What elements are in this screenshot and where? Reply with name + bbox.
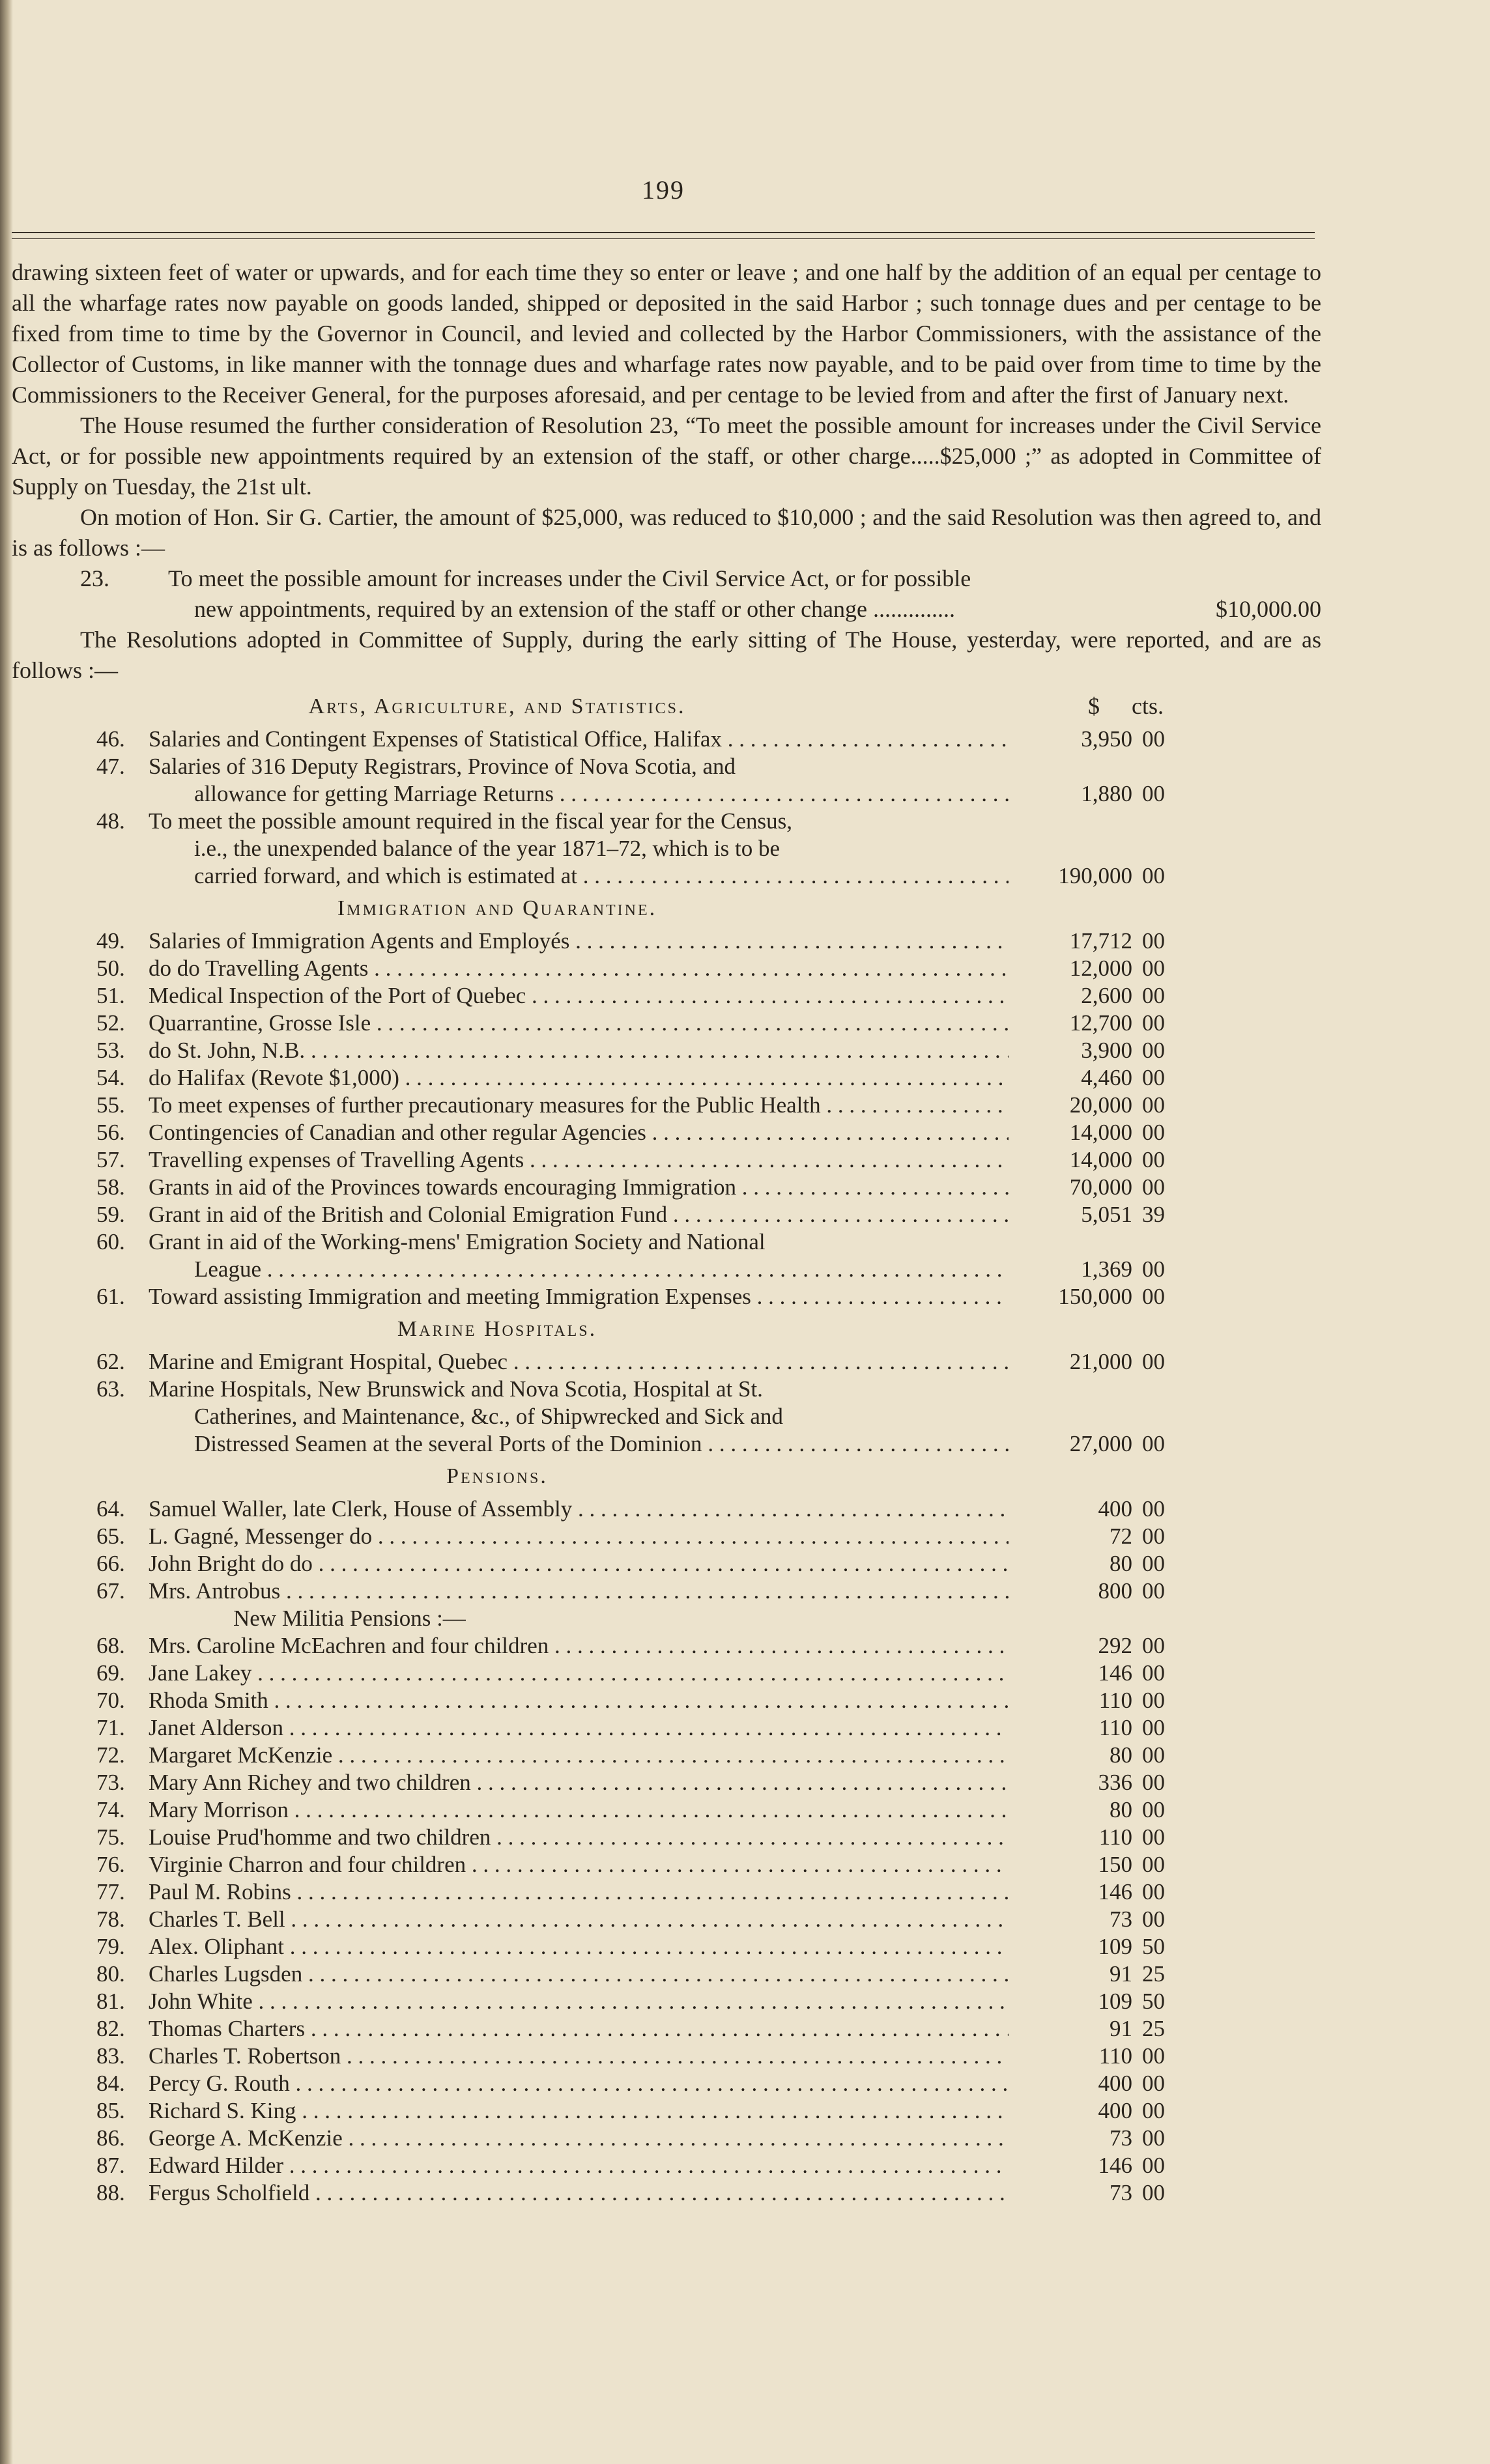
list-item <box>12 1521 1321 1548</box>
resolution-line-2 <box>168 594 1321 625</box>
item-cents: 25 <box>1142 1961 1165 1987</box>
item-dollars: 27,000 <box>1069 1431 1132 1456</box>
item-dollars: 110 <box>1098 1824 1132 1850</box>
list-item <box>12 1794 1321 1822</box>
section-header-row <box>12 1461 1321 1494</box>
item-cents: 00 <box>1142 956 1165 981</box>
item-dollars: 110 <box>1098 1715 1132 1740</box>
item-cents: 25 <box>1142 2016 1165 2041</box>
section-immigration <box>12 893 1321 1309</box>
item-dollars: 91 <box>1110 2016 1132 2041</box>
item-cents: 00 <box>1142 1715 1165 1740</box>
pension-items <box>12 1494 1321 1603</box>
item-cents: 00 <box>1142 1660 1165 1686</box>
section-title-immigration: Immigration and Quarantine. <box>337 896 657 920</box>
list-item <box>12 1959 1321 1986</box>
item-description-continued: allowance for getting Marriage Returns . . . <box>194 778 1009 809</box>
item-cents: 00 <box>1142 1120 1165 1145</box>
item-dollars: 80 <box>1110 1797 1132 1822</box>
item-number: 88. <box>96 2180 125 2205</box>
item-description: Samuel Waller, late Clerk, House of Assembly . . . <box>149 1494 1009 1524</box>
paragraph-motion: On motion of Hon. Sir G. Cartier, the amount of $25,000, was reduced to $10,000 ; and the said Resolution was then agreed to, and is as follows :— <box>12 504 1321 561</box>
item-description: Mrs. Antrobus . . . <box>149 1576 1009 1606</box>
page-binding-edge <box>0 0 13 2464</box>
item-dollars: 80 <box>1110 1551 1132 1576</box>
item-description: Marine and Emigrant Hospital, Quebec . . . <box>149 1346 1009 1377</box>
item-number: 85. <box>96 2098 125 2123</box>
item-description: Fergus Scholfield . . . <box>149 2177 1009 2208</box>
item-description: Thomas Charters . . . <box>149 2013 1009 2044</box>
item-description: Mrs. Caroline McEachren and four children . . . <box>149 1630 1009 1661</box>
list-item <box>12 806 1321 888</box>
item-cents: 00 <box>1142 863 1165 888</box>
list-item <box>12 2150 1321 2177</box>
item-dollars: 109 <box>1098 1934 1132 1959</box>
list-item <box>12 1849 1321 1876</box>
item-number: 66. <box>96 1551 125 1576</box>
item-dollars: 110 <box>1098 2043 1132 2069</box>
item-number: 76. <box>96 1852 125 1877</box>
item-description: Richard S. King . . . <box>149 2095 1009 2126</box>
item-dollars: 1,880 <box>1081 781 1132 806</box>
item-number: 75. <box>96 1824 125 1850</box>
item-number: 69. <box>96 1660 125 1686</box>
item-description-continued: carried forward, and which is estimated at . . . <box>194 860 1009 891</box>
item-cents: 00 <box>1142 1256 1165 1282</box>
item-description: To meet expenses of further precautionary measures for the Public Health . . . <box>149 1090 1009 1120</box>
item-cents: 00 <box>1142 928 1165 954</box>
item-dollars: 800 <box>1098 1578 1132 1604</box>
section-marine <box>12 1314 1321 1456</box>
list-item <box>12 2013 1321 2041</box>
item-dollars: 3,950 <box>1081 726 1132 752</box>
item-dollars: 150,000 <box>1058 1284 1132 1309</box>
item-number: 59. <box>96 1202 125 1227</box>
list-item <box>12 926 1321 953</box>
list-item <box>12 1090 1321 1117</box>
section-title-marine: Marine Hospitals. <box>397 1317 597 1341</box>
item-description: L. Gagné, Messenger do . . . <box>149 1521 1009 1551</box>
item-cents: 00 <box>1142 2043 1165 2069</box>
list-item <box>12 1035 1321 1062</box>
item-number: 47. <box>96 754 125 779</box>
resolution-line-2-text: new appointments, required by an extension of the staff or other change .............. <box>194 596 956 622</box>
item-cents: 00 <box>1142 1578 1165 1604</box>
item-cents: 00 <box>1142 1906 1165 1932</box>
item-dollars: 110 <box>1098 1688 1132 1713</box>
dollar-header: $ <box>1088 693 1100 719</box>
item-dollars: 21,000 <box>1069 1349 1132 1374</box>
list-item <box>12 1876 1321 1904</box>
item-number: 87. <box>96 2153 125 2178</box>
item-description: Percy G. Routh . . . <box>149 2068 1009 2099</box>
item-dollars: 12,700 <box>1069 1010 1132 1036</box>
item-cents: 00 <box>1142 1633 1165 1658</box>
item-cents: 00 <box>1142 1174 1165 1200</box>
list-item <box>12 2177 1321 2205</box>
item-dollars: 150 <box>1098 1852 1132 1877</box>
list-item <box>12 1374 1321 1456</box>
list-item <box>12 751 1321 806</box>
item-description: Grants in aid of the Provinces towards encouraging Immigration . . . <box>149 1172 1009 1202</box>
item-description: John Bright do do . . . <box>149 1548 1009 1579</box>
resolution-number: 23. <box>80 565 109 591</box>
item-dollars: 1,369 <box>1081 1256 1132 1282</box>
item-number: 82. <box>96 2016 125 2041</box>
list-item <box>12 1226 1321 1281</box>
list-item <box>12 2041 1321 2068</box>
list-item <box>12 1199 1321 1226</box>
item-number: 79. <box>96 1934 125 1959</box>
paragraph-continuation: drawing sixteen feet of water or upwards, and for each time they so enter or leave ; and one half by the addition of an equal per centage to all the wharfage rates now payable on goods landed, shipped or deposited in the said Harbor ; such tonnage dues and per centage to be fixed from time to time by the Governor in Council, and levied and collected by the Harbor Commissioners, with the assistance of the Collector of Customs, in like manner with the tonnage dues and wharfage rates now payable, and to be paid over from time to time by the Commissioners to the Receiver General, for the purposes aforesaid, and per centage to be levied from and after the first of January next. <box>12 259 1321 408</box>
resolution-amount: $10,000.00 <box>1216 596 1321 622</box>
item-number: 78. <box>96 1906 125 1932</box>
item-cents: 00 <box>1142 983 1165 1008</box>
item-cents: 00 <box>1142 2125 1165 2151</box>
item-dollars: 109 <box>1098 1989 1132 2014</box>
item-dollars: 3,900 <box>1081 1038 1132 1063</box>
item-cents: 00 <box>1142 1284 1165 1309</box>
item-number: 62. <box>96 1349 125 1374</box>
item-number: 83. <box>96 2043 125 2069</box>
item-description: Charles T. Robertson . . . <box>149 2041 1009 2071</box>
item-description: George A. McKenzie . . . <box>149 2123 1009 2153</box>
item-dollars: 2,600 <box>1081 983 1132 1008</box>
list-item <box>12 953 1321 980</box>
item-number: 55. <box>96 1092 125 1118</box>
list-item <box>12 2123 1321 2150</box>
item-description: Grant in aid of the British and Colonial Emigration Fund . . . <box>149 1199 1009 1230</box>
item-description: Salaries of 316 Deputy Registrars, Province of Nova Scotia, and <box>149 754 736 779</box>
item-description: Salaries of Immigration Agents and Employés . . . <box>149 926 1009 956</box>
item-number: 56. <box>96 1120 125 1145</box>
item-description: Contingencies of Canadian and other regular Agencies . . . <box>149 1117 1009 1148</box>
item-number: 81. <box>96 1989 125 2014</box>
item-cents: 50 <box>1142 1989 1165 2014</box>
list-item <box>12 1008 1321 1035</box>
item-cents: 00 <box>1142 1879 1165 1905</box>
item-description: Travelling expenses of Travelling Agents . . . <box>149 1144 1009 1175</box>
item-number: 53. <box>96 1038 125 1063</box>
item-cents: 00 <box>1142 1770 1165 1795</box>
list-item <box>12 1904 1321 1931</box>
item-dollars: 91 <box>1110 1961 1132 1987</box>
item-number: 49. <box>96 928 125 954</box>
item-dollars: 12,000 <box>1069 956 1132 981</box>
item-description-continued: i.e., the unexpended balance of the year 1871–72, which is to be <box>194 836 781 861</box>
item-description: do Halifax (Revote $1,000) . . . <box>149 1062 1009 1093</box>
item-number: 63. <box>96 1376 125 1402</box>
item-description: Charles T. Bell . . . <box>149 1904 1009 1934</box>
section-title-pensions: Pensions. <box>446 1464 548 1488</box>
item-cents: 00 <box>1142 1496 1165 1522</box>
item-dollars: 146 <box>1098 1660 1132 1686</box>
item-dollars: 5,051 <box>1081 1202 1132 1227</box>
item-number: 48. <box>96 808 125 834</box>
section-arts <box>12 691 1321 888</box>
item-dollars: 20,000 <box>1069 1092 1132 1118</box>
item-number: 51. <box>96 983 125 1008</box>
item-description: do St. John, N.B. . . . <box>149 1035 1009 1066</box>
item-dollars: 146 <box>1098 1879 1132 1905</box>
list-item <box>12 1767 1321 1794</box>
section-header-row <box>12 1314 1321 1346</box>
currency-header <box>1048 691 1178 722</box>
list-item <box>12 1986 1321 2013</box>
item-cents: 00 <box>1142 1742 1165 1768</box>
item-cents: 00 <box>1142 2071 1165 2096</box>
item-description: Salaries and Contingent Expenses of Statistical Office, Halifax . . . <box>149 724 1009 754</box>
item-number: 57. <box>96 1147 125 1172</box>
item-description: Virginie Charron and four children . . . <box>149 1849 1009 1880</box>
item-description: Edward Hilder . . . <box>149 2150 1009 2181</box>
item-cents: 00 <box>1142 1010 1165 1036</box>
section-pensions <box>12 1461 1321 2205</box>
item-number: 60. <box>96 1229 125 1254</box>
item-cents: 00 <box>1142 1147 1165 1172</box>
item-number: 50. <box>96 956 125 981</box>
page-number: 199 <box>642 175 685 205</box>
item-description: Mary Ann Richey and two children . . . <box>149 1767 1009 1798</box>
immigration-items <box>12 926 1321 1309</box>
list-item <box>12 1630 1321 1658</box>
paragraph-resolution-23: The House resumed the further consideration of Resolution 23, “To meet the possible amount for increases under the Civil Service Act, or for possible new appointments required by an extension of the staff, or other charge.....$25,000 ;” as adopted in Committee of Supply on Tuesday, the 21st ult. <box>12 412 1321 500</box>
item-number: 84. <box>96 2071 125 2096</box>
item-dollars: 400 <box>1098 2071 1132 2096</box>
resolution-line-1: To meet the possible amount for increases under the Civil Service Act, or for possible <box>168 565 971 591</box>
section-title-arts: Arts, Agriculture, and Statistics. <box>308 694 686 718</box>
list-item <box>12 1117 1321 1144</box>
item-number: 71. <box>96 1715 125 1740</box>
list-item <box>12 1144 1321 1172</box>
item-number: 70. <box>96 1688 125 1713</box>
item-number: 64. <box>96 1496 125 1522</box>
body-text <box>12 257 1321 2205</box>
item-dollars: 4,460 <box>1081 1065 1132 1090</box>
list-item <box>12 724 1321 751</box>
list-item <box>12 1346 1321 1374</box>
item-number: 80. <box>96 1961 125 1987</box>
list-item <box>12 1281 1321 1309</box>
item-description-continued: League . . . <box>194 1254 1009 1284</box>
item-cents: 00 <box>1142 1038 1165 1063</box>
header-rule <box>12 232 1315 239</box>
item-number: 61. <box>96 1284 125 1309</box>
item-dollars: 400 <box>1098 2098 1132 2123</box>
list-item <box>12 1822 1321 1849</box>
item-number: 74. <box>96 1797 125 1822</box>
item-cents: 00 <box>1142 781 1165 806</box>
item-cents: 00 <box>1142 1797 1165 1822</box>
item-dollars: 400 <box>1098 1496 1132 1522</box>
resolution-23 <box>12 563 1321 625</box>
section-header-row <box>12 691 1321 724</box>
item-dollars: 73 <box>1110 1906 1132 1932</box>
item-number: 72. <box>96 1742 125 1768</box>
item-cents: 00 <box>1142 1551 1165 1576</box>
item-number: 86. <box>96 2125 125 2151</box>
item-dollars: 336 <box>1098 1770 1132 1795</box>
item-description: Quarrantine, Grosse Isle . . . <box>149 1008 1009 1038</box>
list-item <box>12 1062 1321 1090</box>
item-number: 67. <box>96 1578 125 1604</box>
item-dollars: 70,000 <box>1069 1174 1132 1200</box>
item-cents: 00 <box>1142 1349 1165 1374</box>
item-dollars: 14,000 <box>1069 1147 1132 1172</box>
item-description: do do Travelling Agents . . . <box>149 953 1009 984</box>
item-dollars: 14,000 <box>1069 1120 1132 1145</box>
item-number: 65. <box>96 1523 125 1549</box>
section-header-row <box>12 893 1321 926</box>
item-description: Mary Morrison . . . <box>149 1794 1009 1825</box>
list-item <box>12 1712 1321 1740</box>
list-item <box>12 1740 1321 1767</box>
list-item <box>12 1172 1321 1199</box>
item-description: Louise Prud'homme and two children . . . <box>149 1822 1009 1852</box>
item-number: 54. <box>96 1065 125 1090</box>
subheading-militia-pensions: New Militia Pensions :— <box>233 1606 466 1631</box>
item-dollars: 73 <box>1110 2125 1132 2151</box>
item-cents: 00 <box>1142 2098 1165 2123</box>
item-description: John White . . . <box>149 1986 1009 2017</box>
item-dollars: 72 <box>1110 1523 1132 1549</box>
item-number: 46. <box>96 726 125 752</box>
item-cents: 00 <box>1142 1852 1165 1877</box>
list-item <box>12 2095 1321 2123</box>
item-cents: 39 <box>1142 1202 1165 1227</box>
item-description: Grant in aid of the Working-mens' Emigration Society and National <box>149 1229 766 1254</box>
item-description: Rhoda Smith . . . <box>149 1685 1009 1716</box>
item-cents: 00 <box>1142 1688 1165 1713</box>
item-dollars: 292 <box>1098 1633 1132 1658</box>
item-cents: 00 <box>1142 726 1165 752</box>
item-description: Alex. Oliphant . . . <box>149 1931 1009 1962</box>
item-description: Toward assisting Immigration and meeting Immigration Expenses . . . <box>149 1281 1009 1312</box>
militia-pension-items <box>12 1630 1321 2205</box>
item-description: Medical Inspection of the Port of Quebec . . . <box>149 980 1009 1011</box>
item-number: 68. <box>96 1633 125 1658</box>
item-cents: 00 <box>1142 1824 1165 1850</box>
item-description: Marine Hospitals, New Brunswick and Nova Scotia, Hospital at St. <box>149 1376 763 1402</box>
item-description: Charles Lugsden . . . <box>149 1959 1009 1989</box>
item-description: To meet the possible amount required in the fiscal year for the Census, <box>149 808 792 834</box>
item-cents: 00 <box>1142 2153 1165 2178</box>
list-item <box>12 1658 1321 1685</box>
list-item <box>12 1931 1321 1959</box>
list-item <box>12 1685 1321 1712</box>
item-description: Margaret McKenzie . . . <box>149 1740 1009 1770</box>
list-item <box>12 1548 1321 1576</box>
item-description-continued: Catherines, and Maintenance, &c., of Shipwrecked and Sick and <box>194 1404 783 1429</box>
item-number: 52. <box>96 1010 125 1036</box>
paragraph-resolutions-adopted: The Resolutions adopted in Committee of Supply, during the early sitting of The House, yesterday, were reported, and are as follows :— <box>12 627 1321 683</box>
item-description-continued: Distressed Seamen at the several Ports of the Dominion . . . <box>194 1428 1009 1459</box>
list-item <box>12 1494 1321 1521</box>
item-dollars: 73 <box>1110 2180 1132 2205</box>
item-dollars: 190,000 <box>1058 863 1132 888</box>
item-dollars: 146 <box>1098 2153 1132 2178</box>
item-cents: 00 <box>1142 2180 1165 2205</box>
item-description: Jane Lakey . . . <box>149 1658 1009 1688</box>
list-item <box>12 980 1321 1008</box>
item-cents: 00 <box>1142 1523 1165 1549</box>
item-cents: 50 <box>1142 1934 1165 1959</box>
item-number: 73. <box>96 1770 125 1795</box>
item-number: 77. <box>96 1879 125 1905</box>
list-item <box>12 1576 1321 1603</box>
item-cents: 00 <box>1142 1065 1165 1090</box>
item-description: Janet Alderson . . . <box>149 1712 1009 1743</box>
item-description: Paul M. Robins . . . <box>149 1876 1009 1907</box>
item-number: 58. <box>96 1174 125 1200</box>
item-dollars: 17,712 <box>1069 928 1132 954</box>
item-dollars: 80 <box>1110 1742 1132 1768</box>
item-cents: 00 <box>1142 1431 1165 1456</box>
item-cents: 00 <box>1142 1092 1165 1118</box>
list-item <box>12 2068 1321 2095</box>
cents-header: cts. <box>1132 693 1164 719</box>
